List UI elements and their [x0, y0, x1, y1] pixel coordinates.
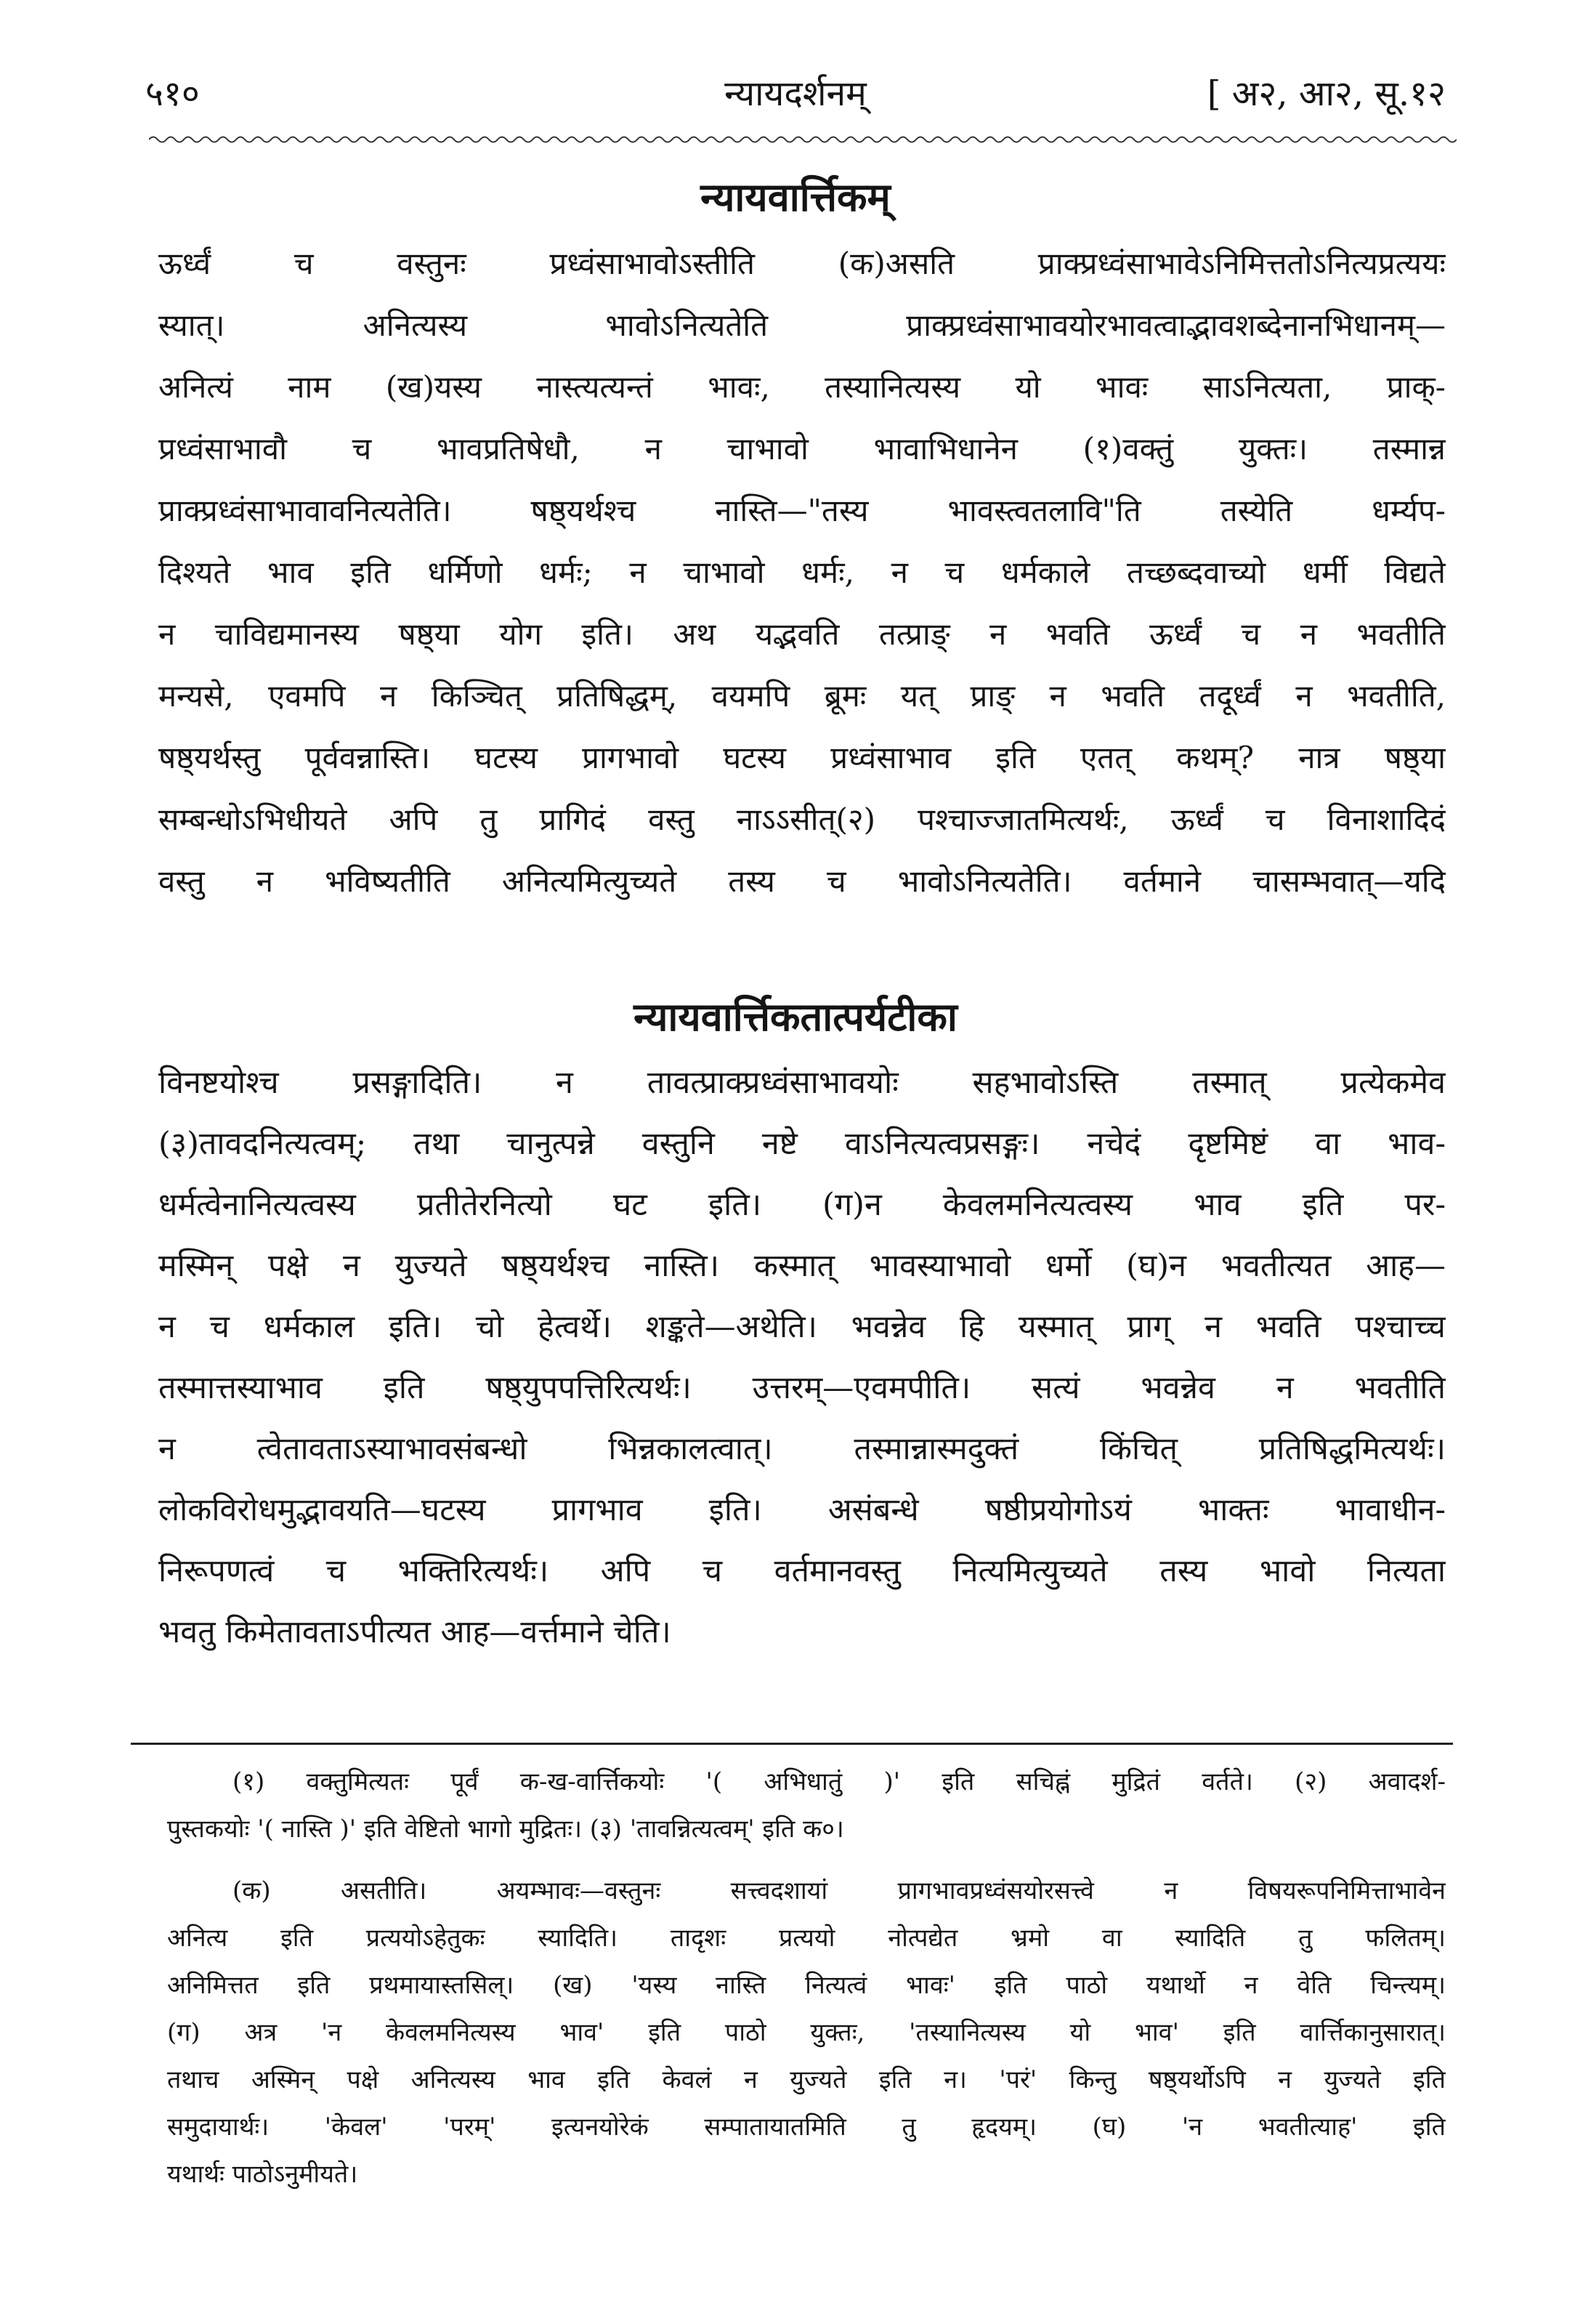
numbered-footnotes	[167, 1759, 1446, 1853]
tika-text	[158, 1052, 1446, 1663]
footnote-line: अनिमित्तत इति प्रथमायास्तसिल्। (ख) 'यस्य नास्ति नित्यत्वं भावः' इति पाठो यथार्थो न वेति चिन्त्यम्।	[167, 1971, 1446, 2000]
footnote-line: अनित्य इति प्रत्ययोऽहेतुकः स्यादिति। तादृशः प्रत्ययो नोत्पद्येत भ्रमो वा स्यादिति तु फलितम्।	[167, 1924, 1446, 1953]
footnote-line: (१) वक्तुमित्यतः पूर्वं क-ख-वार्त्तिकयोः '( अभिधातुं )' इति सचिह्नं मुद्रितं वर्तते। (२) अवादर्श-	[232, 1767, 1446, 1796]
text-line: विनष्टयोश्च प्रसङ्गादिति। न तावत्प्राक्प्रध्वंसाभावयोः सहभावोऽस्ति तस्मात् प्रत्येकमेव	[158, 1065, 1446, 1101]
text-line: तस्मात्तस्याभाव इति षष्ठ्युपपत्तिरित्यर्थः। उत्तरम्—एवमपीति। सत्यं भवन्नेव न भवतीति	[158, 1370, 1446, 1406]
text-line: (३)तावदनित्यत्वम्; तथा चानुत्पन्ने वस्तुनि नष्टे वाऽनित्यत्वप्रसङ्गः। नचेदं दृष्टमिष्टं वा भाव-	[158, 1126, 1446, 1162]
footnote-line: समुदायार्थः। 'केवल' 'परम्' इत्यनयोरेकं सम्पातायातमिति तु हृदयम्। (घ) 'न भवतीत्याह' इति	[167, 2113, 1446, 2142]
text-line: धर्मत्वेनानित्यत्वस्य प्रतीतेरनित्यो घट इति। (ग)न केवलमनित्यत्वस्य भाव इति पर-	[158, 1187, 1446, 1223]
text-line: सम्बन्धोऽभिधीयते अपि तु प्रागिदं वस्तु नाऽऽसीत्(२) पश्चाज्जातमित्यर्थः, ऊर्ध्वं च विनाशादिदं	[158, 802, 1446, 837]
text-line: न त्वेतावताऽस्याभावसंबन्धो भिन्नकालत्वात्। तस्मान्नास्मदुक्तं किंचित् प्रतिषिद्धमित्यर्थः।	[158, 1431, 1446, 1467]
text-line: लोकविरोधमुद्भावयति—घटस्य प्रागभाव इति। असंबन्धे षष्ठीप्रयोगोऽयं भाक्तः भावाधीन-	[158, 1492, 1446, 1528]
text-line: मस्मिन् पक्षे न युज्यते षष्ठ्यर्थश्च नास्ति। कस्मात् भावस्याभावो धर्मो (घ)न भवतीत्यत आह—	[158, 1248, 1446, 1284]
lettered-footnotes	[167, 1868, 1446, 2198]
vartika-title: न्यायवार्त्तिकम्	[700, 174, 891, 220]
text-line: अनित्यं नाम (ख)यस्य नास्त्यत्यन्तं भावः, तस्यानित्यस्य यो भावः साऽनित्यता, प्राक्-	[158, 369, 1446, 405]
footnote-line: यथार्थः पाठोऽनुमीयते।	[167, 2160, 358, 2189]
text-line: निरूपणत्वं च भक्तिरित्यर्थः। अपि च वर्तमानवस्तु नित्यमित्युच्यते तस्य भावो नित्यता	[158, 1553, 1446, 1589]
text-line: प्राक्प्रध्वंसाभावावनित्यतेति। षष्ठ्यर्थश्च नास्ति—"तस्य भावस्त्वतलावि"ति तस्येति धर्म्यप-	[158, 493, 1446, 528]
tika-title: न्यायवार्त्तिकतात्पर्यटीका	[633, 993, 957, 1040]
text-line: प्रध्वंसाभावौ च भावप्रतिषेधौ, न चाभावो भावाभिधानेन (१)वक्तुं युक्तः। तस्मान्न	[158, 431, 1446, 467]
footnote-rule	[131, 1743, 1453, 1745]
section-reference: [ अ२, आ२, सू.१२	[1207, 73, 1446, 114]
text-line: न च धर्मकाल इति। चो हेत्वर्थे। शङ्कते—अथेति। भवन्नेव हि यस्मात् प्राग् न भवति पश्चाच्च	[158, 1309, 1446, 1345]
footnote-line: पुस्तकयोः '( नास्ति )' इति वेष्टितो भागो मुद्रितः। (३) 'तावन्नित्यत्वम्' इति क०।	[167, 1815, 844, 1844]
text-line: षष्ठ्यर्थस्तु पूर्ववन्नास्ति। घटस्य प्रागभावो घटस्य प्रध्वंसाभाव इति एतत् कथम्? नात्र षष्ठ्या	[158, 740, 1446, 775]
text-line: न चाविद्यमानस्य षष्ठ्या योग इति। अथ यद्भवति तत्प्राङ् न भवति ऊर्ध्वं च न भवतीति	[158, 616, 1446, 652]
text-line: स्यात्। अनित्यस्य भावोऽनित्यतेति प्राक्प्रध्वंसाभावयोरभावत्वाद्भावशब्देनानभिधानम्—	[158, 307, 1446, 343]
footnote-line: (ग) अत्र 'न केवलमनित्यस्य भाव' इति पाठो युक्तः, 'तस्यानित्यस्य यो भाव' इति वार्त्तिकानुसारात्।	[167, 2018, 1446, 2047]
vartika-text	[158, 233, 1446, 912]
running-title: न्यायदर्शनम्	[724, 73, 867, 114]
text-line: ऊर्ध्वं च वस्तुनः प्रध्वंसाभावोऽस्तीति (क)असति प्राक्प्रध्वंसाभावेऽनिमित्ततोऽनित्यप्रत्ययः	[158, 246, 1446, 281]
wavy-rule	[149, 132, 1457, 147]
footnote-line: तथाच अस्मिन् पक्षे अनित्यस्य भाव इति केवलं न युज्यते इति न। 'परं' किन्तु षष्ठ्यर्थोऽपि न युज्यते इति	[167, 2065, 1446, 2094]
text-line: मन्यसे, एवमपि न किञ्चित् प्रतिषिद्धम्, वयमपि ब्रूमः यत् प्राङ् न भवति तदूर्ध्वं न भवतीति,	[158, 678, 1446, 714]
text-line: दिश्यते भाव इति धर्मिणो धर्मः; न चाभावो धर्मः, न च धर्मकाले तच्छब्दवाच्यो धर्मी विद्यते	[158, 554, 1446, 590]
footnote-line: (क) असतीति। अयम्भावः—वस्तुनः सत्त्वदशायां प्रागभावप्रध्वंसयोरसत्त्वे न विषयरूपनिमित्ताभावेन	[232, 1876, 1446, 1905]
text-line: वस्तु न भविष्यतीति अनित्यमित्युच्यते तस्य च भावोऽनित्यतेति। वर्तमाने चासम्भवात्—यदि	[158, 863, 1446, 899]
page-number: ५१०	[145, 73, 200, 114]
running-header	[145, 69, 1446, 127]
text-line: भवतु किमेतावताऽपीत्यत आह—वर्त्तमाने चेति।	[158, 1614, 671, 1650]
